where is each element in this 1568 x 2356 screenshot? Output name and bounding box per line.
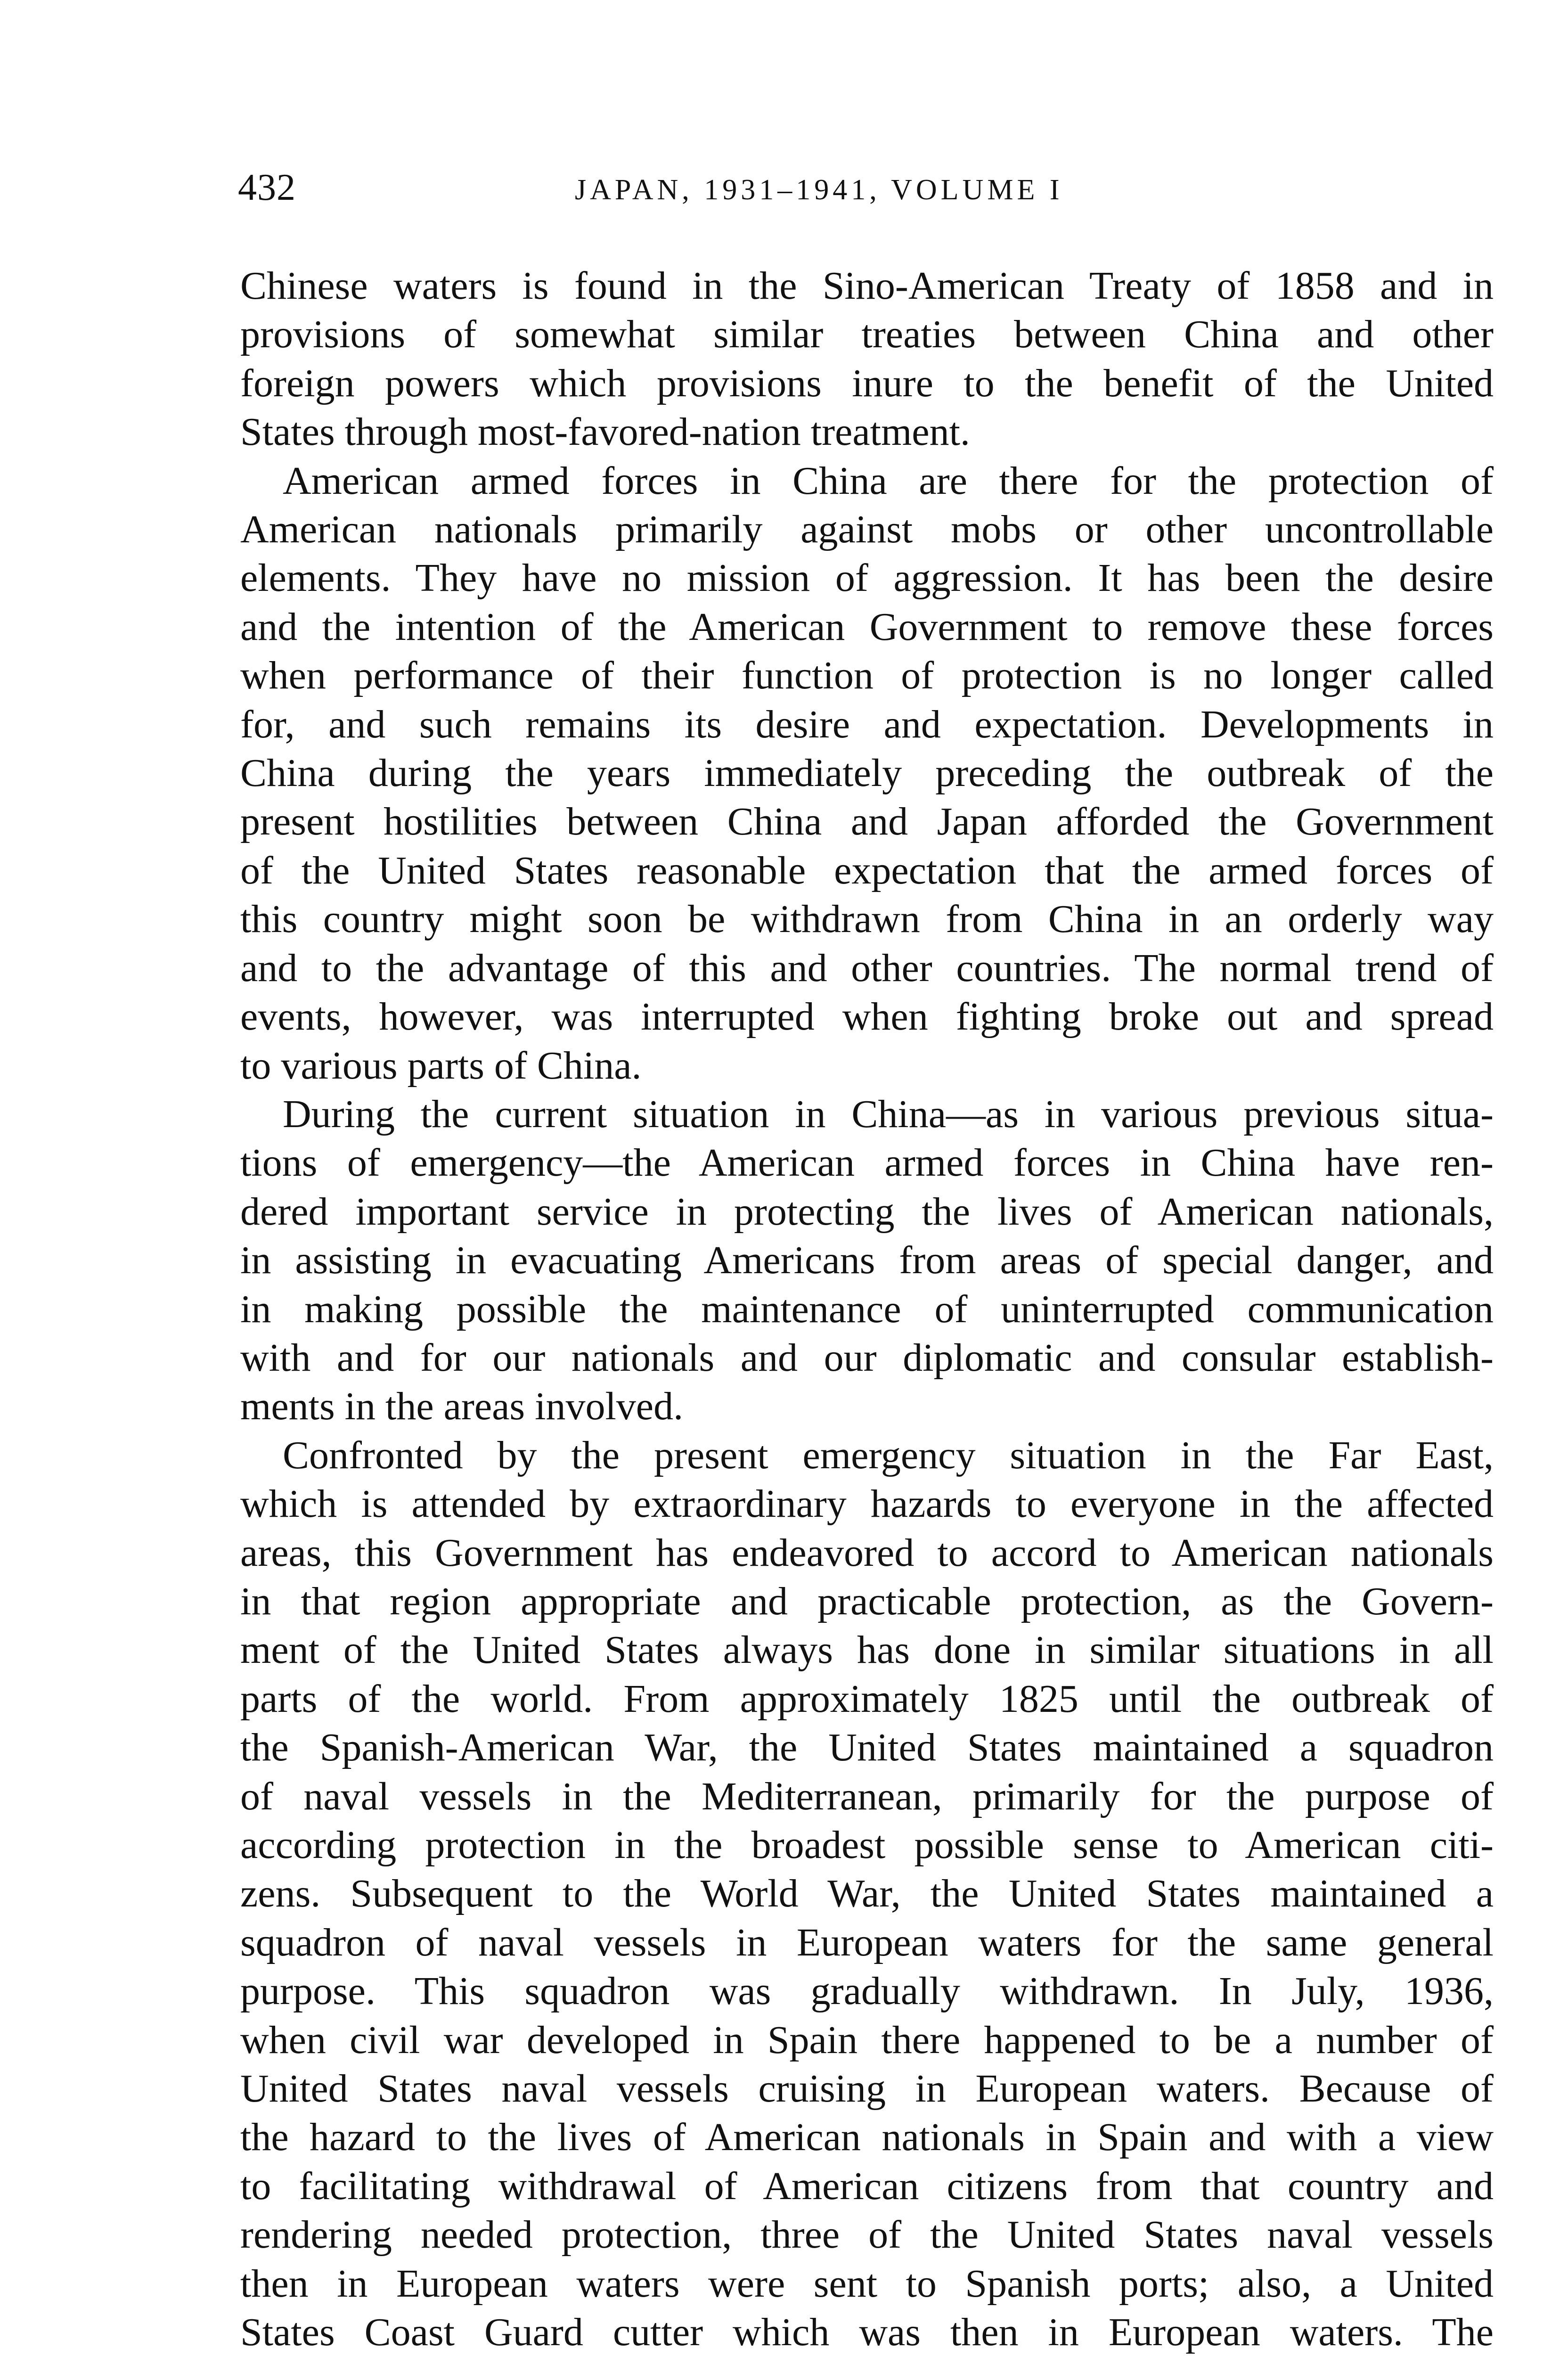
text-line: in making possible the maintenance of uninterrupted communication [240, 1287, 1494, 1331]
text-line: zens. Subsequent to the World War, the United States maintained a [240, 1872, 1494, 1916]
text-line: with and for our nationals and our diplomatic and consular establish- [240, 1335, 1494, 1380]
text-line: States through most-favored-nation treatment. [240, 410, 970, 454]
text-line: American nationals primarily against mobs or other uncontrollable [240, 507, 1494, 552]
paragraph [240, 262, 1494, 457]
text-line: China during the years immediately preceding the outbreak of the [240, 751, 1494, 795]
text-line: then in European waters were sent to Spanish ports; also, a United [240, 2261, 1494, 2306]
text-line: provisions of somewhat similar treaties between China and other [240, 312, 1494, 357]
paragraph [240, 1431, 1494, 2356]
text-line: United States naval vessels cruising in European waters. Because of [240, 2067, 1494, 2111]
text-line: of naval vessels in the Mediterranean, primarily for the purpose of [240, 1774, 1494, 1818]
running-head: JAPAN, 1931–1941, VOLUME I [575, 174, 1063, 206]
text-line: squadron of naval vessels in European waters for the same general [240, 1920, 1494, 1964]
text-line: the Spanish-American War, the United States maintained a squadron [240, 1726, 1494, 1770]
text-line: events, however, was interrupted when fighting broke out and spread [240, 995, 1494, 1039]
text-line: and the intention of the American Government to remove these forces [240, 605, 1494, 649]
text-line: areas, this Government has endeavored to accord to American nationals [240, 1530, 1494, 1575]
text-line: ments in the areas involved. [240, 1384, 684, 1429]
text-line: Confronted by the present emergency situation in the Far East, [283, 1433, 1494, 1477]
text-line: ment of the United States always has done in similar situations in all [240, 1628, 1494, 1672]
page-number: 432 [238, 167, 296, 208]
text-line: dered important service in protecting the lives of American nationals, [240, 1189, 1494, 1234]
text-line: elements. They have no mission of aggression. It has been the desire [240, 556, 1494, 600]
text-line: present hostilities between China and Japan afforded the Government [240, 800, 1494, 844]
text-line: tions of emergency—the American armed forces in China have ren- [240, 1141, 1494, 1185]
text-line: rendering needed protection, three of the United States naval vessels [240, 2213, 1494, 2257]
text-line: in assisting in evacuating Americans from areas of special danger, and [240, 1238, 1494, 1283]
text-line: purpose. This squadron was gradually withdrawn. In July, 1936, [240, 1969, 1494, 2013]
text-line: this country might soon be withdrawn from China in an orderly way [240, 897, 1494, 941]
paragraph [240, 457, 1494, 1090]
text-line: to facilitating withdrawal of American citizens from that country and [240, 2164, 1494, 2208]
text-line: of the United States reasonable expectation that the armed forces of [240, 848, 1494, 892]
text-line: which is attended by extraordinary hazards to everyone in the affected [240, 1482, 1494, 1526]
text-line: During the current situation in China—as in various previous situa- [283, 1092, 1494, 1136]
text-line: to various parts of China. [240, 1043, 642, 1088]
text-line: according protection in the broadest possible sense to American citi- [240, 1823, 1494, 1867]
text-line: for, and such remains its desire and expectation. Developments in [240, 702, 1494, 746]
text-line: and to the advantage of this and other countries. The normal trend of [240, 946, 1494, 990]
text-line: in that region appropriate and practicable protection, as the Govern- [240, 1579, 1494, 1623]
text-line: the hazard to the lives of American nationals in Spain and with a view [240, 2115, 1494, 2160]
text-line: Chinese waters is found in the Sino-American Treaty of 1858 and in [240, 264, 1494, 308]
text-line: foreign powers which provisions inure to the benefit of the United [240, 361, 1494, 405]
text-line: when performance of their function of protection is no longer called [240, 654, 1494, 698]
text-line: when civil war developed in Spain there happened to be a number of [240, 2018, 1494, 2062]
body-text [240, 262, 1494, 2356]
paragraph [240, 1090, 1494, 1431]
text-line: States Coast Guard cutter which was then in European waters. The [240, 2310, 1494, 2355]
text-line: parts of the world. From approximately 1825 until the outbreak of [240, 1677, 1494, 1721]
text-line: American armed forces in China are there for the protection of [283, 458, 1494, 503]
